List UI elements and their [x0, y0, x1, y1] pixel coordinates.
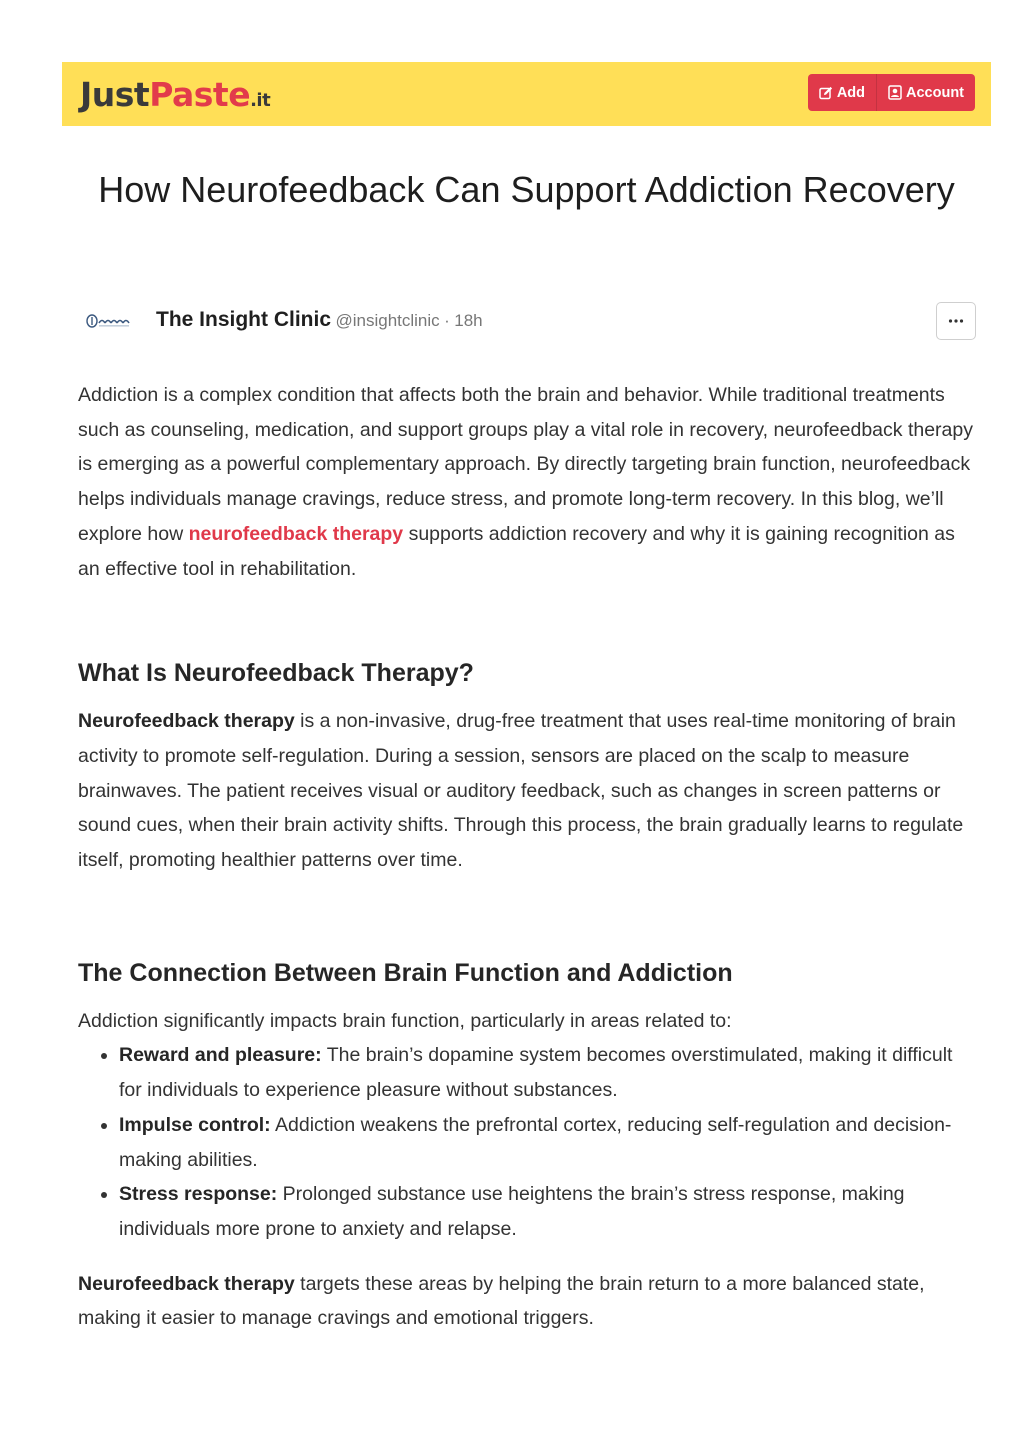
list-item: [119, 1038, 978, 1107]
list-item-text: Addiction weakens the prefrontal cortex, reducing self-regulation and decision-making abilities.: [119, 1113, 952, 1171]
site-header: [62, 62, 991, 126]
list-item-label: Stress response:: [119, 1183, 278, 1206]
intro-paragraph: [78, 378, 978, 586]
intro-text-after: supports addiction recovery and why it is gaining recognition as an effective tool in rehabilitation.: [78, 522, 955, 580]
closing-paragraph: [78, 1267, 978, 1336]
section1-text: is a non-invasive, drug-free treatment that uses real-time monitoring of brain activity to promote self-regulation. During a session, sensors are placed on the scalp to measure brainwaves. The patient receives visual or auditory feedback, such as changes in screen patterns or sound cues, when their brain activity shifts. Through this process, the brain gradually learns to regulate itself, promoting healthier patterns over time.: [78, 710, 964, 872]
list-item-label: Reward and pleasure:: [119, 1044, 322, 1067]
clinic-logo-image: [86, 313, 134, 329]
user-badge-icon: [888, 85, 902, 100]
author-name[interactable]: The Insight Clinic: [156, 308, 332, 331]
section2-lead: Addiction significantly impacts brain function, particularly in areas related to:: [78, 1009, 732, 1032]
logo-paste: Paste: [149, 75, 251, 114]
account-button[interactable]: [876, 74, 975, 111]
logo-just: Just: [80, 75, 150, 114]
author-info: [156, 308, 483, 334]
author-row: [78, 300, 976, 342]
section-heading-connection: The Connection Between Brain Function and Addiction: [78, 958, 733, 987]
edit-square-icon: [819, 86, 833, 100]
logo-tld: .it: [250, 90, 271, 111]
justpaste-logo[interactable]: [80, 76, 270, 120]
meta-separator: ·: [444, 311, 450, 330]
section1-paragraph: [78, 704, 978, 878]
header-actions: [808, 74, 975, 111]
author-avatar[interactable]: [86, 313, 134, 329]
article-body: [78, 378, 978, 1336]
list-item: [119, 1177, 978, 1246]
list-item-text: Prolonged substance use heightens the brain’s stress response, making individuals more prone to anxiety and relapse.: [119, 1183, 905, 1240]
post-time: 18h: [454, 311, 483, 330]
list-item-text: The brain’s dopamine system becomes overstimulated, making it difficult for individuals to experience pleasure without substances.: [119, 1044, 953, 1102]
section-heading-what-is: What Is Neurofeedback Therapy?: [78, 659, 474, 688]
list-item: [119, 1108, 978, 1177]
article-title: How Neurofeedback Can Support Addiction Recovery: [98, 169, 955, 210]
ellipsis-icon: [948, 319, 964, 323]
list-item-label: Impulse control:: [119, 1113, 271, 1136]
section1-bold-lead: Neurofeedback therapy: [78, 710, 295, 733]
closing-text: targets these areas by helping the brain return to a more balanced state, making it easier to manage cravings and emotional triggers.: [78, 1272, 925, 1330]
impact-list: [78, 1038, 978, 1246]
add-label: Add: [836, 84, 865, 101]
account-label: Account: [906, 84, 964, 101]
author-handle[interactable]: @insightclinic: [335, 311, 440, 330]
more-options-button[interactable]: [936, 302, 976, 340]
closing-bold-lead: Neurofeedback therapy: [78, 1272, 295, 1295]
add-button[interactable]: [808, 74, 876, 111]
intro-text-before: Addiction is a complex condition that affects both the brain and behavior. While traditional treatments such as counseling, medication, and support groups play a vital role in recovery, neurofeedback therapy is emerging as a powerful complementary approach. By directly targeting brain function, neurofeedback helps individuals manage cravings, reduce stress, and promote long-term recovery. In this blog, we’ll explore how: [78, 384, 973, 545]
neurofeedback-therapy-link[interactable]: neurofeedback therapy: [188, 522, 404, 545]
